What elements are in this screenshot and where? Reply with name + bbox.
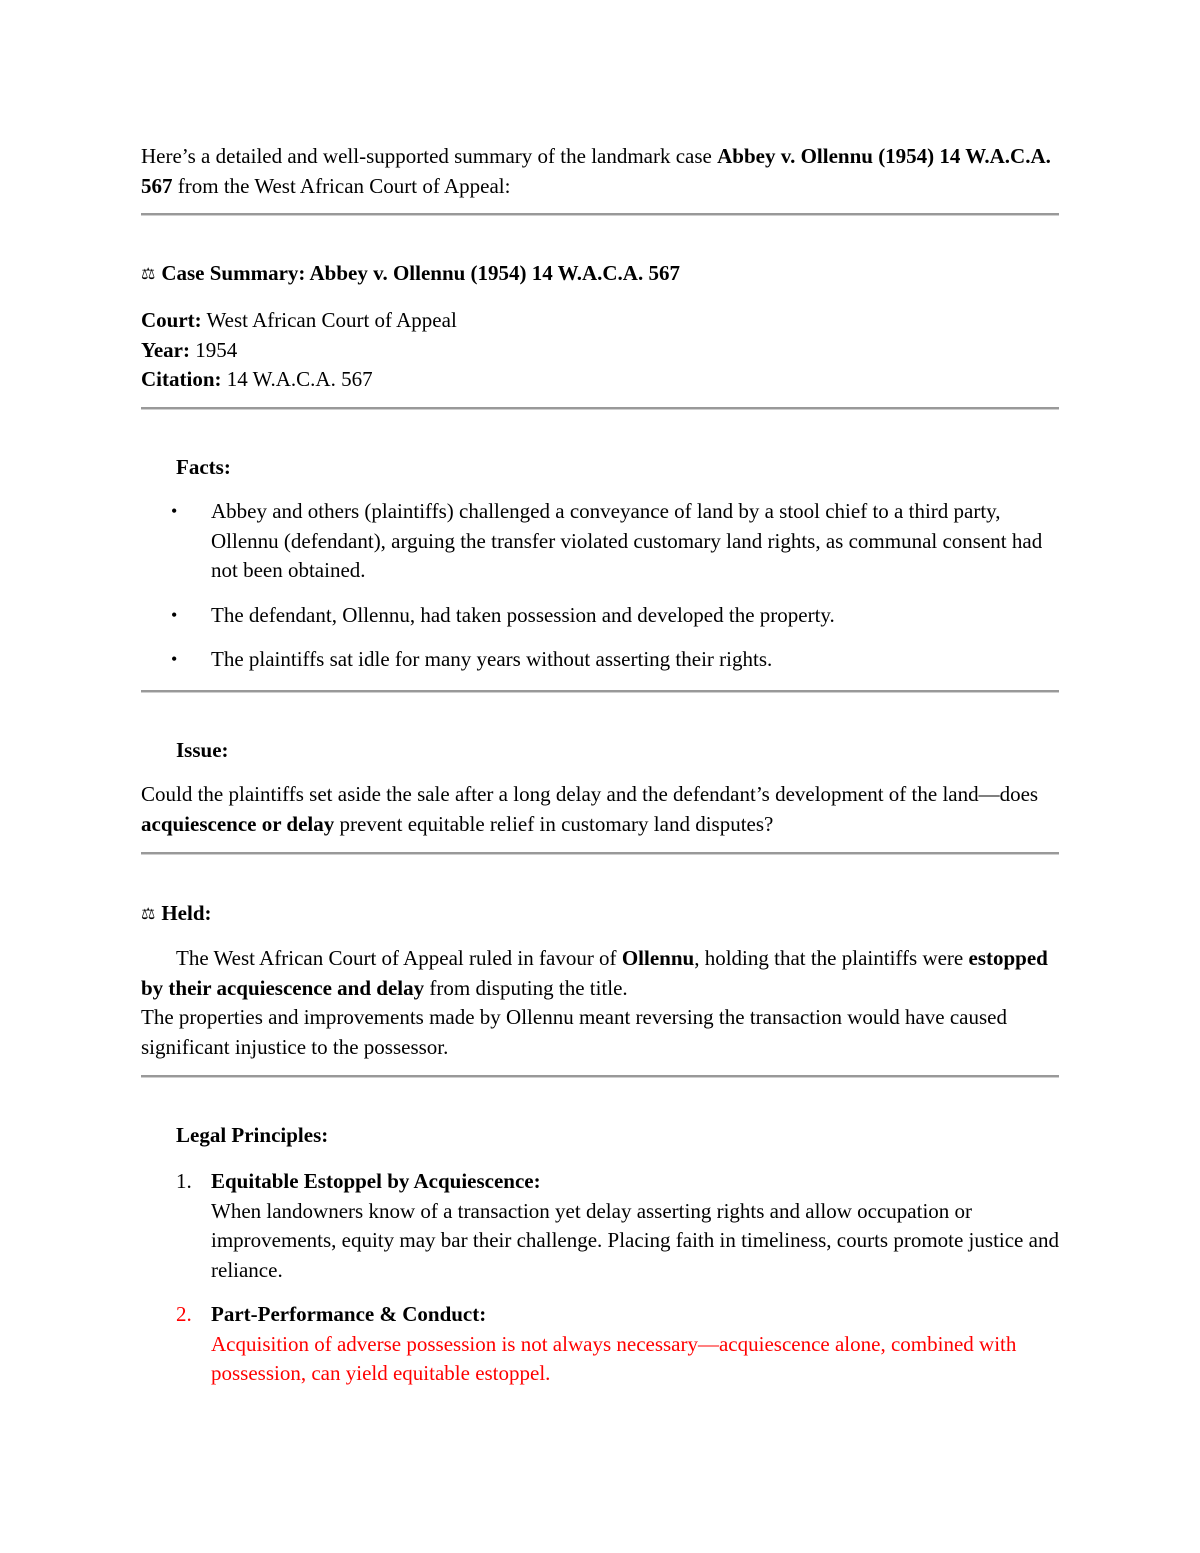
fact-text: The plaintiffs sat idle for many years without asserting their rights. — [211, 647, 773, 671]
held-p1-bold-party: Ollennu — [621, 946, 695, 970]
issue-text-after: prevent equitable relief in customary land disputes? — [334, 811, 774, 836]
principle-text: Acquisition of adverse possession is not always necessary—acquiescence alone, combined with possession, can yield equitable estoppel. — [211, 1331, 1017, 1385]
principle-number: 2. — [176, 1302, 192, 1326]
held-paragraph-1 — [141, 944, 1061, 1003]
scales-icon: ⚖ — [141, 264, 156, 283]
held-heading — [141, 899, 212, 929]
issue-text-bold: acquiescence or delay — [141, 811, 335, 836]
horizontal-rule — [141, 690, 1059, 693]
bullet-icon: • — [171, 604, 178, 625]
horizontal-rule — [141, 213, 1059, 216]
principle-text: When landowners know of a transaction yet delay asserting rights and allow occupation or improvements, equity may bar their challenge. Placing faith in timeliness, courts promote justice and reliance. — [211, 1198, 1059, 1282]
list-item — [141, 1300, 1061, 1389]
held-body — [141, 944, 1061, 1062]
intro-prefix: Here’s a detailed and well-supported summary of the landmark case — [141, 144, 718, 168]
list-item — [141, 497, 1061, 586]
horizontal-rule — [141, 1075, 1059, 1078]
facts-list — [141, 497, 1061, 690]
case-summary-heading — [141, 259, 680, 289]
intro-suffix: from the West African Court of Appeal: — [172, 173, 511, 198]
year-label: Year: — [141, 337, 190, 362]
case-meta — [141, 306, 457, 395]
principle-number: 1. — [176, 1169, 192, 1193]
legal-principles-heading: Legal Principles: — [176, 1123, 329, 1147]
scales-icon: ⚖ — [141, 904, 156, 923]
horizontal-rule — [141, 852, 1059, 855]
held-p1-mid: , holding that the plaintiffs were — [694, 946, 969, 970]
list-item — [141, 601, 1061, 631]
court-line — [141, 306, 457, 336]
held-p1-before: The West African Court of Appeal ruled in favour of — [176, 946, 622, 970]
held-paragraph-2: The properties and improvements made by Ollennu meant reversing the transaction would have caused significant injustice to the possessor. — [141, 1005, 1007, 1059]
issue-heading: Issue: — [176, 738, 229, 762]
legal-principles-list — [141, 1167, 1061, 1404]
fact-text: The defendant, Ollennu, had taken possession and developed the property. — [211, 602, 835, 627]
citation-label: Citation: — [141, 367, 222, 391]
intro-case-name: Abbey v. Ollennu (1954) 14 W.A.C.A. 567 — [141, 144, 1051, 198]
citation-line — [141, 365, 457, 395]
held-title: Held: — [161, 901, 212, 925]
bullet-icon: • — [171, 649, 178, 669]
held-p1-after: from disputing the title. — [424, 975, 628, 1000]
court-value: West African Court of Appeal — [201, 308, 457, 332]
issue-paragraph — [141, 780, 1061, 839]
case-summary-title: Case Summary: Abbey v. Ollennu (1954) 14 W.A.C.A. 567 — [161, 261, 680, 285]
principle-title: Equitable Estoppel by Acquiescence: — [211, 1169, 541, 1193]
fact-text: Abbey and others (plaintiffs) challenged a conveyance of land by a stool chief to a third party, Ollennu (defendant), arguing the transfer violated customary land rights, as communal consent had not been obtained. — [211, 499, 1043, 582]
issue-text-before: Could the plaintiffs set aside the sale after a long delay and the defendant’s development of the land—does — [141, 782, 1039, 806]
horizontal-rule — [141, 407, 1059, 410]
citation-value: 14 W.A.C.A. 567 — [221, 367, 373, 391]
court-label: Court: — [141, 308, 202, 332]
facts-heading: Facts: — [176, 455, 231, 479]
list-item — [141, 645, 1061, 675]
principle-title: Part-Performance & Conduct: — [211, 1302, 487, 1326]
list-item — [141, 1167, 1061, 1285]
year-line — [141, 336, 457, 366]
intro-paragraph — [141, 142, 1061, 201]
bullet-icon: • — [171, 501, 178, 521]
year-value: 1954 — [189, 337, 238, 362]
held-p1-bold-estoppel: estopped by their acquiescence and delay — [141, 946, 1048, 1000]
